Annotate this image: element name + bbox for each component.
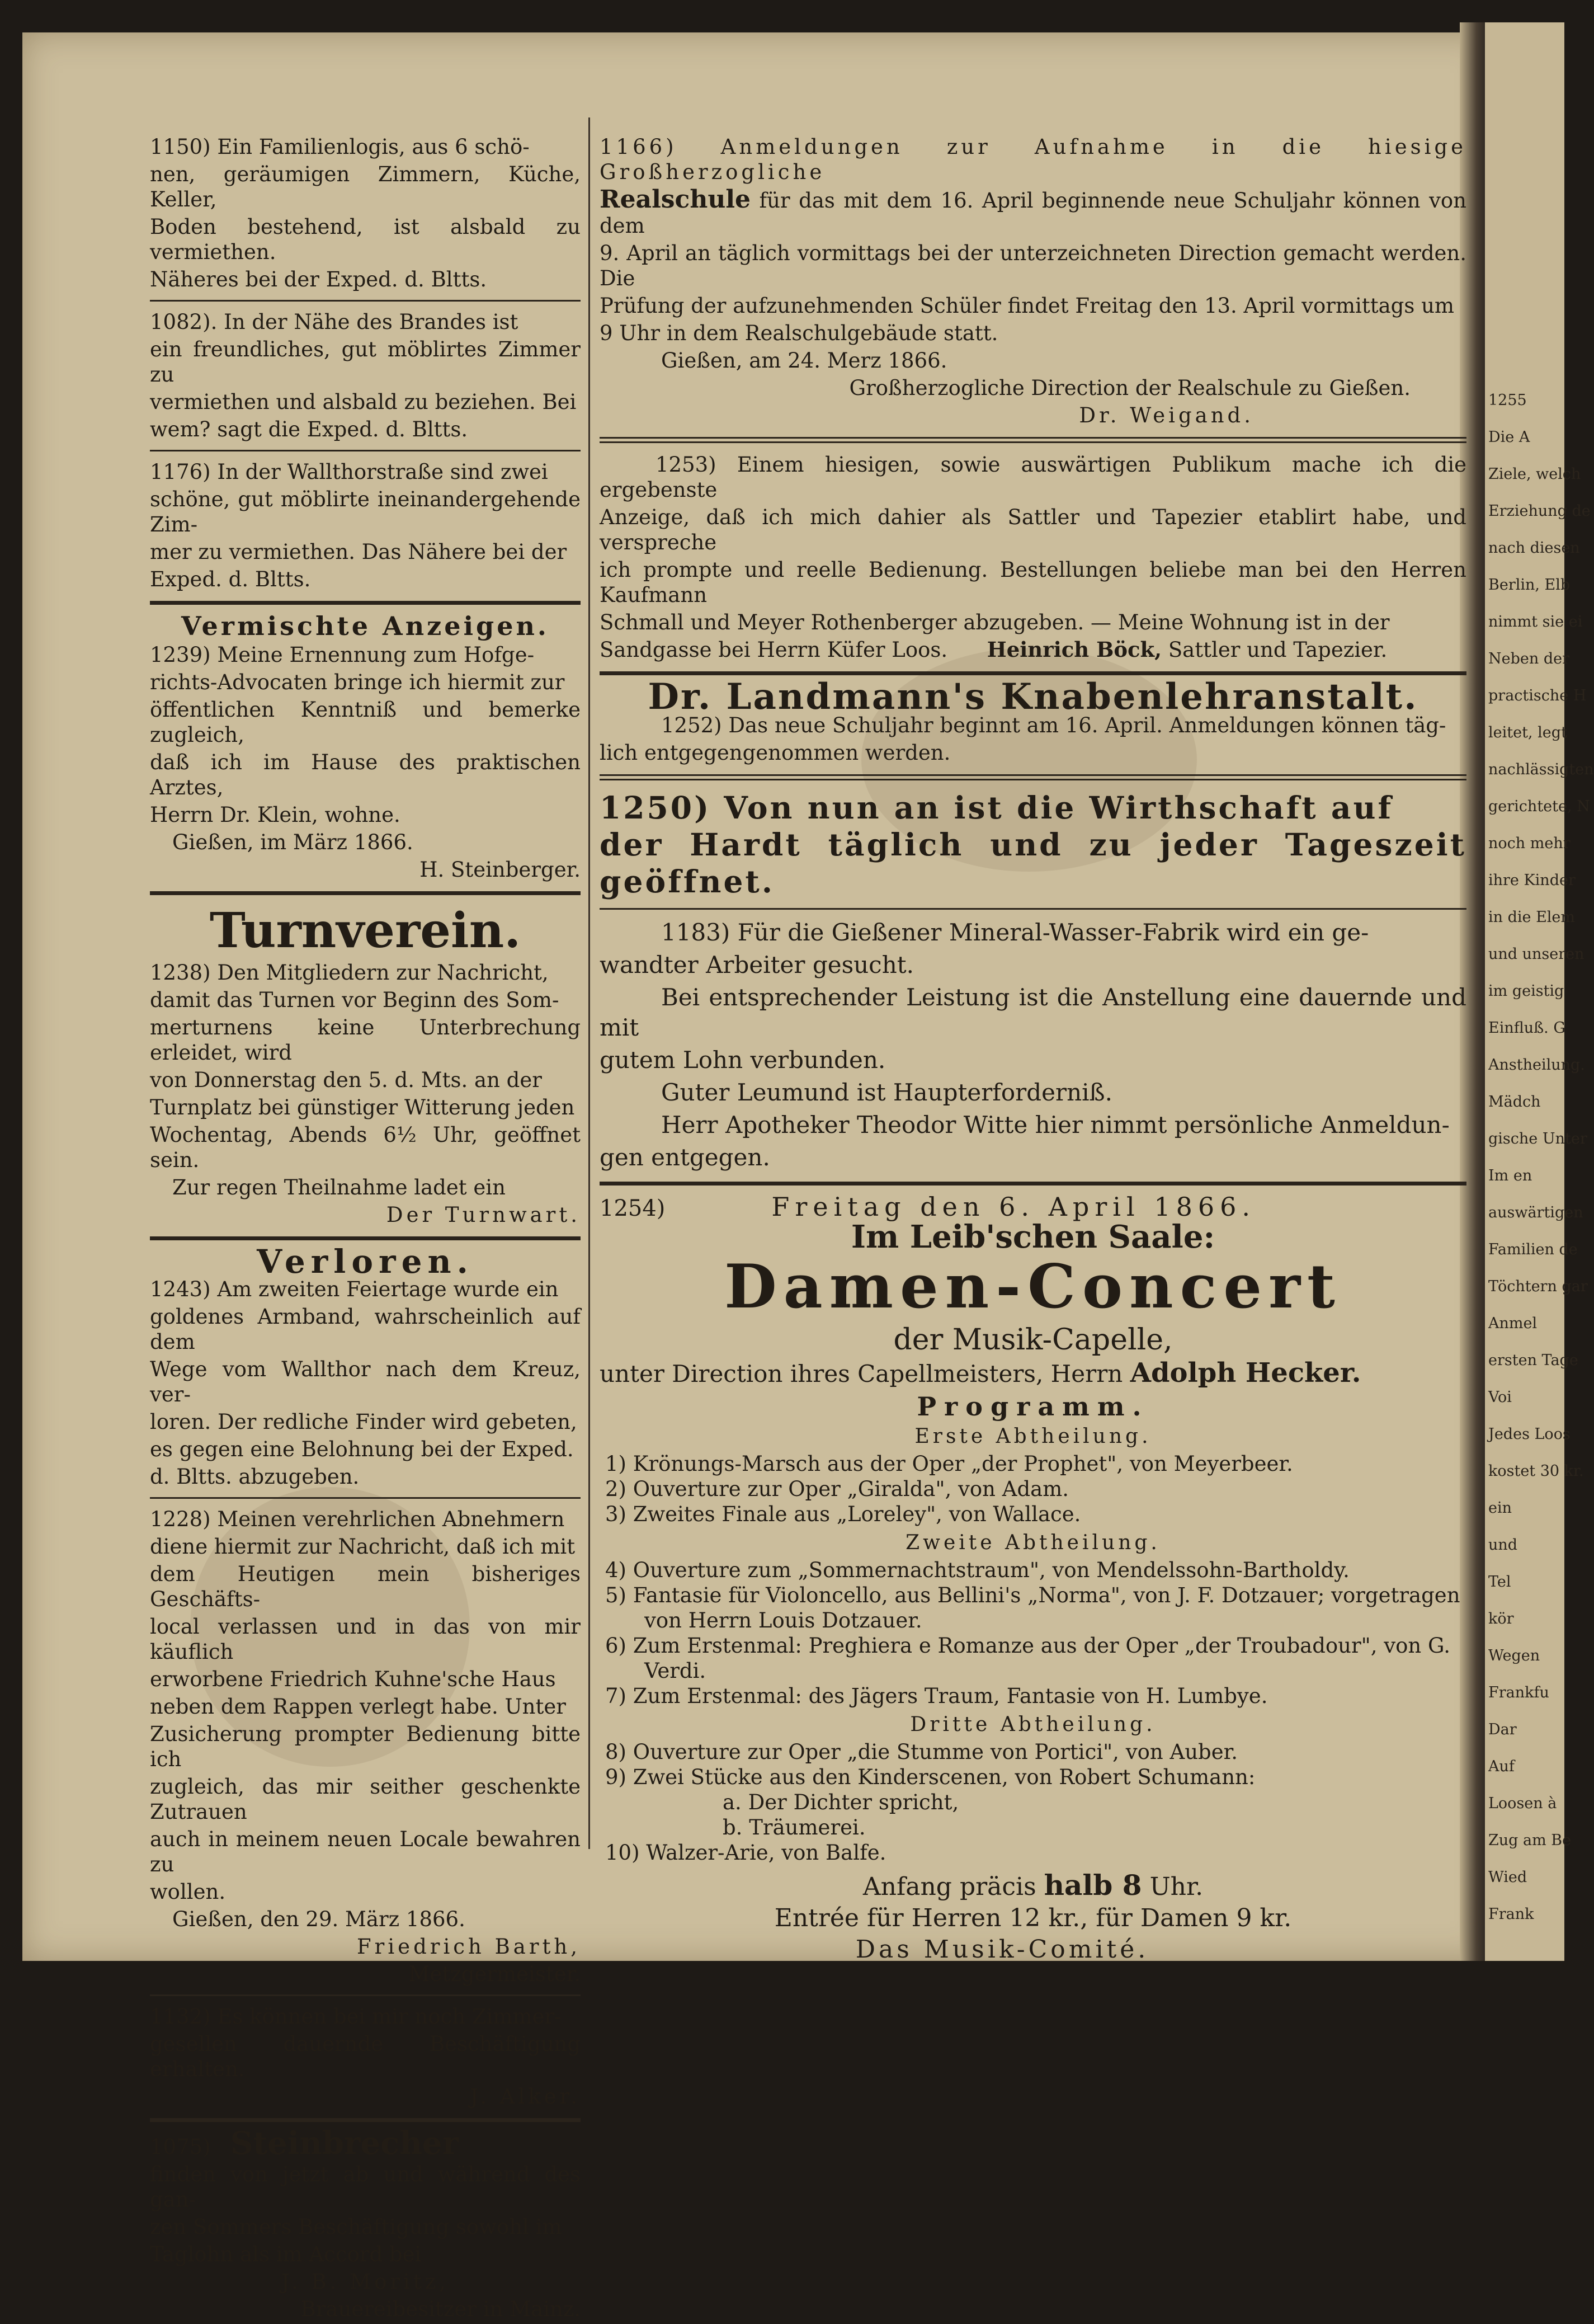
next-page-fragment: gerichtete, N (1488, 798, 1590, 815)
text-line: Sandgasse bei Herrn Küfer Loos. (600, 638, 948, 662)
concert-date: Freitag den 6. April 1866. (771, 1192, 1256, 1222)
ad-number: 1075) (150, 2135, 211, 2159)
start-time: halb 8 (1044, 1869, 1142, 1902)
text-line: Näheres bei der Exped. d. Bltts. (150, 267, 487, 291)
next-page-fragment: Ziele, welch (1488, 465, 1581, 483)
program-subitem: a. Der Dichter spricht, (723, 1790, 959, 1814)
text-line: wollen. (150, 1880, 226, 1904)
text-line: lich entgegengenommen werden. (600, 741, 951, 765)
misc-ads-heading: Vermischte Anzeigen. (181, 611, 549, 641)
text-line: Gießen, im März 1866. (172, 830, 413, 854)
section-heading: Erste Abtheilung. (914, 1425, 1152, 1448)
ad-1150 (150, 134, 581, 292)
turnverein-heading: Turnverein. (209, 902, 521, 959)
divider (150, 300, 581, 302)
signature: Brauereibesitzer in Mainz. (300, 2297, 581, 2321)
text-line: gesellen dauernde Beschäftigung erhalten. (150, 2032, 581, 2081)
text-line: finden von jetzt ab und während des gan- (150, 2162, 581, 2212)
next-page-fragment: Berlin, Elb (1488, 576, 1571, 594)
next-page-fragment: gische Unter (1488, 1130, 1587, 1147)
next-page-fragment: ein (1488, 1499, 1512, 1517)
text-line: Gießen, am 24. Merz 1866. (661, 349, 947, 373)
text-line: Uhr. (1142, 1873, 1204, 1901)
signature: J. B. Moritz, (281, 2270, 449, 2294)
next-page-fragment: noch mehr (1488, 835, 1571, 852)
ad-number: 1254) (600, 1196, 666, 1221)
program-item: 8) Ouverture zur Oper „die Stumme von Portici", von Auber. (605, 1740, 1238, 1764)
text-line: Gießen, den 29. März 1866. (172, 1907, 465, 1931)
text-line: 1253) Einem hiesigen, sowie auswärtigen Publikum mache ich die ergebenste (600, 453, 1466, 502)
text-line: local verlassen und in das von mir käuflich (150, 1615, 581, 1664)
divider (150, 891, 581, 895)
text-line: Bei entsprechender Leistung ist die Anstellung eine dauernde und mit (600, 984, 1466, 1041)
text-line: goldenes Armband, wahrscheinlich auf dem (150, 1305, 581, 1354)
next-page-fragment: Anmel (1488, 1315, 1538, 1332)
text-line: Herr Apotheker Theodor Witte hier nimmt persönliche Anmeldun- (661, 1111, 1450, 1139)
text-line: zen Sommers Beschäftigung sowohl im (150, 2215, 562, 2239)
text-line: richts-Advocaten bringe ich hiermit zur (150, 670, 565, 694)
text-line: 1082). In der Nähe des Brandes ist (150, 310, 518, 334)
ad-1243 (150, 1277, 581, 1489)
next-page-fragment: Neben der (1488, 650, 1570, 667)
next-page-fragment: practische H (1488, 687, 1587, 704)
text-line: 1176) In der Wallthorstraße sind zwei (150, 460, 548, 484)
left-column (150, 134, 581, 2324)
next-page-fragment: Töchtern gar (1488, 1278, 1588, 1295)
text-line: Taglohn als im Accord bei (150, 2242, 422, 2266)
text-line: daß ich im Hause des praktischen Arztes, (150, 750, 581, 799)
next-page-fragment: Erziehung de (1488, 502, 1591, 520)
school-heading: Dr. Landmann's Knabenlehranstalt. (648, 676, 1418, 718)
text-line: Anfang präcis (862, 1873, 1044, 1901)
divider (150, 601, 581, 605)
program-subitem: b. Träumerei. (723, 1815, 866, 1840)
signature: Großherzogliche Direction der Realschule zu Gießen. (849, 376, 1411, 400)
text-line: 1132) Es können bei mir noch Zimmer- (150, 2005, 562, 2029)
text-line: mer zu vermiethen. Das Nähere bei der (150, 540, 567, 564)
next-page-fragment: und unseren (1488, 945, 1584, 963)
next-page-fragment: Loosen à (1488, 1795, 1557, 1812)
text-line: wandter Arbeiter gesucht. (600, 951, 914, 978)
divider (600, 774, 1466, 780)
next-page-fragment: Auf (1488, 1758, 1515, 1775)
text-line: diene hiermit zur Nachricht, daß ich mit (150, 1535, 576, 1559)
signature: Friedrich Barth, (356, 1935, 581, 1959)
text-line: Exped. d. Bltts. (150, 567, 311, 591)
ad-1228 (150, 1507, 581, 1987)
ad-1075 (150, 2125, 581, 2322)
text-line: unter Direction ihres Capellmeisters, Herrn (600, 1360, 1130, 1387)
text-line: 1166) Anmeldungen zur Aufnahme in die hiesige Großherzogliche (600, 135, 1466, 184)
realschule-label: Realschule (600, 185, 751, 214)
program-item: 2) Ouverture zur Oper „Giralda", von Adam. (605, 1477, 1069, 1501)
next-page-fragment: Die A (1488, 429, 1530, 446)
divider (600, 671, 1466, 675)
next-page-edge (1485, 22, 1594, 1961)
divider (150, 450, 581, 451)
text-line: Turnplatz bei günstiger Witterung jeden (150, 1095, 575, 1119)
text-line: gen entgegen. (600, 1144, 770, 1171)
next-page-fragment: Zug am Be (1488, 1832, 1572, 1849)
text-line: merturnens keine Unterbrechung erleidet, wird (150, 1015, 581, 1065)
signature: H. Steinberger. (419, 858, 581, 882)
text-line: 1150) Ein Familienlogis, aus 6 schö- (150, 135, 530, 159)
ad-1183 (600, 918, 1466, 1173)
ad-1252 (600, 713, 1466, 765)
text-line: damit das Turnen vor Beginn des Som- (150, 988, 559, 1012)
next-page-fragment: nimmt sie ei (1488, 613, 1583, 631)
next-page-fragment: ihre Kinder (1488, 872, 1576, 889)
text-line: von Donnerstag den 5. d. Mts. an der (150, 1068, 542, 1092)
text-line: Sattler und Tapezier. (1162, 638, 1388, 662)
ad-title: Steinbrecher (230, 2125, 459, 2162)
next-page-fragment: Familien de (1488, 1241, 1578, 1258)
ad-1176 (150, 459, 581, 592)
divider (600, 1182, 1466, 1185)
divider (150, 1994, 581, 1996)
divider (600, 437, 1466, 443)
program-item: 7) Zum Erstenmal: des Jägers Traum, Fantasie von H. Lumbye. (605, 1684, 1268, 1708)
text-line: 1250) Von nun an ist die Wirthschaft auf (600, 789, 1394, 826)
program-item: 5) Fantasie für Violoncello, aus Bellini's „Norma", von J. F. Dotzauer; vorgetragen von Herrn Louis Dotzauer. (605, 1583, 1460, 1633)
text-line: gutem Lohn verbunden. (600, 1046, 886, 1074)
text-line: Anzeige, daß ich mich dahier als Sattler und Tapezier etablirt habe, und verspreche (600, 505, 1466, 554)
text-line: 1183) Für die Gießener Mineral-Wasser-Fabrik wird ein ge- (661, 919, 1369, 946)
text-line: schöne, gut möblirte ineinandergehende Zim- (150, 487, 581, 537)
text-line: vermiethen und alsbald zu beziehen. Bei (150, 390, 577, 414)
next-page-fragment: in die Elem (1488, 909, 1576, 926)
signature: J. Alker. (470, 2085, 581, 2109)
text-line: erworbene Friedrich Kuhne'sche Haus (150, 1667, 556, 1691)
text-line: nen, geräumigen Zimmern, Küche, Keller, (150, 162, 581, 211)
text-line: Guter Leumund ist Haupterforderniß. (661, 1079, 1112, 1106)
program-item: 4) Ouverture zum „Sommernachtstraum", von Mendelssohn-Bartholdy. (605, 1558, 1350, 1582)
text-line: auch in meinem neuen Locale bewahren zu (150, 1827, 581, 1876)
column-separator (588, 117, 590, 1849)
next-page-fragment: Im en (1488, 1167, 1532, 1184)
next-page-fragment: Jedes Loos (1488, 1426, 1571, 1443)
text-line: Wege vom Wallthor nach dem Kreuz, ver- (150, 1357, 581, 1406)
next-page-fragment: Frankfu (1488, 1684, 1549, 1701)
program-item: 6) Zum Erstenmal: Preghiera e Romanze aus der Oper „der Troubadour", von G. Verdi. (605, 1634, 1450, 1683)
program-item: 10) Walzer-Arie, von Balfe. (605, 1841, 886, 1865)
text-line: 9 Uhr in dem Realschulgebäude statt. (600, 321, 998, 345)
next-page-fragment: Anstheilung. (1488, 1056, 1585, 1074)
text-line: Zusicherung prompter Bedienung bitte ich (150, 1722, 581, 1771)
text-line: Prüfung der aufzunehmenden Schüler findet Freitag den 13. April vormittags um (600, 294, 1455, 318)
next-page-fragment: und (1488, 1536, 1518, 1554)
next-page-fragment: ersten Tage (1488, 1352, 1578, 1369)
next-page-fragment: auswärtigen (1488, 1204, 1583, 1221)
next-page-fragment: leitet, legt (1488, 724, 1567, 741)
next-page-fragment: nach diesen (1488, 539, 1580, 557)
ad-1250 (600, 789, 1466, 900)
ad-1254-concert (600, 1194, 1466, 1965)
text-line: Herrn Dr. Klein, wohne. (150, 803, 400, 827)
text-line: wem? sagt die Exped. d. Bltts. (150, 417, 468, 441)
concert-subtitle: der Musik-Capelle, (893, 1323, 1173, 1357)
text-line: zugleich, das mir seither geschenkte Zutrauen (150, 1775, 581, 1824)
text-line: Wochentag, Abends 6½ Uhr, geöffnet sein. (150, 1123, 581, 1172)
next-page-fragment: Mädch (1488, 1093, 1541, 1111)
section-heading: Zweite Abtheilung. (906, 1531, 1161, 1554)
text-line: 1252) Das neue Schuljahr beginnt am 16. April. Anmeldungen können täg- (661, 713, 1446, 737)
text-line: neben dem Rappen verlegt habe. Unter (150, 1695, 566, 1719)
next-page-fragment: Frank (1488, 1906, 1534, 1923)
divider (150, 2118, 581, 2122)
next-page-fragment: Wied (1488, 1869, 1527, 1886)
signature: Metzgermeister. (408, 1962, 581, 1986)
section-heading: Dritte Abtheilung. (910, 1713, 1156, 1736)
next-page-fragment: Tel (1488, 1573, 1511, 1591)
next-page-fragment: kostet 30 kr. (1488, 1462, 1584, 1480)
signature: Heinrich Böck, (987, 637, 1162, 662)
concert-venue: Im Leib'schen Saale: (851, 1219, 1215, 1255)
next-page-fragment: kör (1488, 1610, 1514, 1627)
program-item: 9) Zwei Stücke aus den Kinderscenen, von Robert Schumann: (605, 1765, 1256, 1789)
text-line: dem Heutigen mein bisheriges Geschäfts- (150, 1562, 581, 1611)
signature: Dr. Weigand. (1079, 403, 1254, 427)
next-page-fragment: im geistig (1488, 982, 1564, 1000)
ad-1238 (150, 960, 581, 1227)
program-item: 3) Zweites Finale aus „Loreley", von Wallace. (605, 1502, 1081, 1526)
signature: Das Musik-Comité. (855, 1935, 1149, 1964)
next-page-fragment: 1255 (1488, 392, 1527, 409)
text-line: ich prompte und reelle Bedienung. Bestellungen beliebe man bei den Herren Kaufmann (600, 558, 1466, 607)
next-page-fragment: nachlässigten (1488, 761, 1594, 778)
ad-1082 (150, 309, 581, 442)
text-line: Boden bestehend, ist alsbald zu vermiethen. (150, 215, 581, 264)
text-line: der Hardt täglich und zu jeder Tageszeit geöffnet. (600, 826, 1466, 900)
next-page-fragment: Einfluß. G (1488, 1019, 1565, 1037)
next-page-fragment: Wegen (1488, 1647, 1540, 1664)
conductor-name: Adolph Hecker. (1130, 1357, 1361, 1389)
text-line: 1243) Am zweiten Feiertage wurde ein (150, 1277, 559, 1301)
text-line: öffentlichen Kenntniß und bemerke zugleich, (150, 698, 581, 747)
entry-price: Entrée für Herren 12 kr., für Damen 9 kr. (774, 1904, 1292, 1932)
ad-1166 (600, 134, 1466, 428)
text-line: Schmall und Meyer Rothenberger abzugeben. — Meine Wohnung ist in der (600, 610, 1390, 634)
next-page-fragment: Voi (1488, 1389, 1512, 1406)
text-line: ein freundliches, gut möblirtes Zimmer zu (150, 337, 581, 387)
text-line: 1239) Meine Ernennung zum Hofge- (150, 643, 535, 667)
text-line: Zur regen Theilnahme ladet ein (172, 1175, 506, 1199)
ad-1239 (150, 642, 581, 882)
ad-1253 (600, 452, 1466, 662)
concert-title: Damen-Concert (724, 1252, 1342, 1322)
program-heading: Programm. (917, 1391, 1149, 1422)
text-line: 1238) Den Mitgliedern zur Nachricht, (150, 961, 549, 985)
divider (150, 1497, 581, 1499)
text-line: loren. Der redliche Finder wird gebeten, (150, 1410, 577, 1434)
text-line: 1228) Meinen verehrlichen Abnehmern (150, 1507, 565, 1531)
program-item: 1) Krönungs-Marsch aus der Oper „der Prophet", von Meyerbeer. (605, 1452, 1293, 1476)
text-line: d. Bltts. abzugeben. (150, 1465, 360, 1489)
divider (600, 908, 1466, 910)
text-line: es gegen eine Belohnung bei der Exped. (150, 1437, 574, 1461)
text-line: 9. April an täglich vormittags bei der unterzeichneten Direction gemacht werden. Die (600, 241, 1466, 290)
divider (150, 1236, 581, 1240)
next-page-fragment: Dar (1488, 1721, 1517, 1738)
right-column (600, 134, 1466, 1965)
text-line: für das mit dem 16. April beginnende neue Schuljahr können von dem (600, 189, 1466, 238)
signature: Der Turnwart. (386, 1203, 581, 1227)
lost-heading: Verloren. (257, 1243, 474, 1281)
ad-1132 (150, 2004, 581, 2109)
